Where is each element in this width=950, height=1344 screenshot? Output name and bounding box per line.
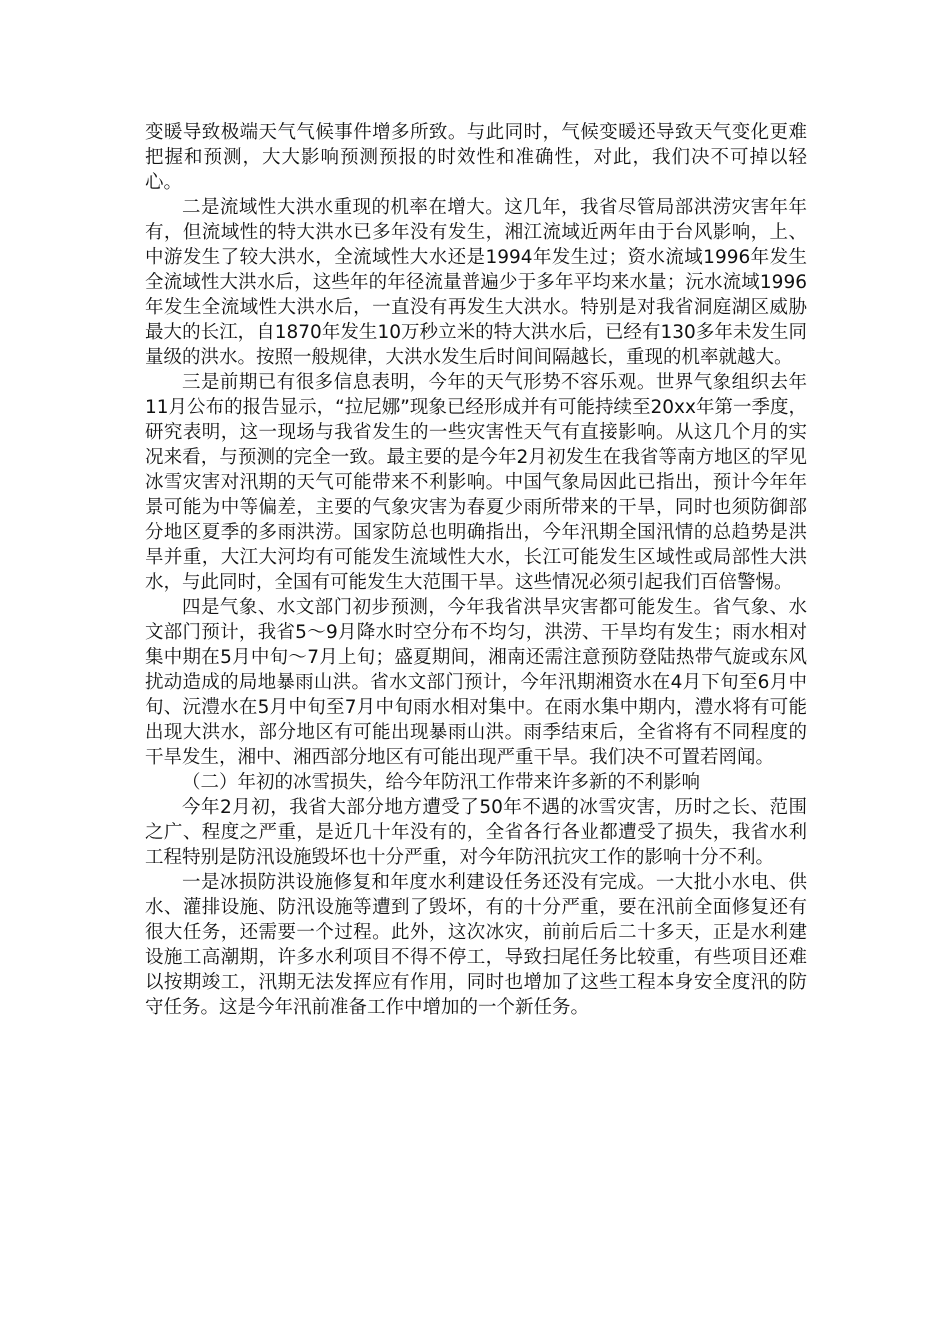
paragraph-2: 二是流域性大洪水重现的机率在增大。这几年，我省尽管局部洪涝灾害年年有，但流域性的特大洪水已多年没有发生，湘江流域近两年由于台风影响，上、中游发生了较大洪水，全流域性大水还是1994年发生过；资水流域1996年发生全流域性大洪水后，这些年的年径流量普遍少于多年平均来水量；沅水流域1996年发生全流域性大洪水后，一直没有再发生大洪水。特别是对我省洞庭湖区威胁最大的长江，自1870年发生10万秒立米的特大洪水后，已经有130多年未发生同量级的洪水。按照一般规律，大洪水发生后时间间隔越长，重现的机率就越大。 <box>145 197 807 368</box>
paragraph-6: 今年2月初，我省大部分地方遭受了50年不遇的冰雪灾害，历时之长、范围之广、程度之严重，是近几十年没有的，全省各行各业都遭受了损失，我省水利工程特别是防汛设施毁坏也十分严重，对今年防汛抗灾工作的影响十分不利。 <box>145 797 807 868</box>
paragraph-3: 三是前期已有很多信息表明，今年的天气形势不容乐观。世界气象组织去年11月公布的报告显示，“拉尼娜”现象已经形成并有可能持续至20xx年第一季度，研究表明，这一现场与我省发生的一些灾害性天气有直接影响。从这几个月的实况来看，与预测的完全一致。最主要的是今年2月初发生在我省等南方地区的罕见冰雪灾害对汛期的天气可能带来不利影响。中国气象局因此已指出，预计今年年景可能为中等偏差，主要的气象灾害为春夏少雨所带来的干旱，同时也须防御部分地区夏季的多雨洪涝。国家防总也明确指出，今年汛期全国汛情的总趋势是洪旱并重，大江大河均有可能发生流域性大水，长江可能发生区域性或局部性大洪水，与此同时，全国有可能发生大范围干旱。这些情况必须引起我们百倍警惕。 <box>145 372 807 593</box>
section-heading: （二）年初的冰雪损失，给今年防汛工作带来许多新的不利影响 <box>182 772 701 793</box>
document-body <box>145 120 807 1020</box>
paragraph-4: 四是气象、水文部门初步预测，今年我省洪旱灾害都可能发生。省气象、水文部门预计，我省5～9月降水时空分布不均匀，洪涝、干旱均有发生；雨水相对集中期在5月中旬～7月上旬；盛夏期间，湘南还需注意预防登陆热带气旋或东风扰动造成的局地暴雨山洪。省水文部门预计，今年汛期湘资水在4月下旬至6月中旬、沅澧水在5月中旬至7月中旬雨水相对集中。在雨水集中期内，澧水将有可能出现大洪水，部分地区有可能出现暴雨山洪。雨季结束后，全省将有不同程度的干旱发生，湘中、湘西部分地区有可能出现严重干旱。我们决不可置若罔闻。 <box>145 597 807 768</box>
paragraph-1: 变暖导致极端天气气候事件增多所致。与此同时，气候变暖还导致天气变化更难把握和预测，大大影响预测预报的时效性和准确性，对此，我们决不可掉以轻心。 <box>145 122 807 193</box>
paragraph-7: 一是冰损防洪设施修复和年度水利建设任务还没有完成。一大批小水电、供水、灌排设施、防汛设施等遭到了毁坏，有的十分严重，要在汛前全面修复还有很大任务，还需要一个过程。此外，这次冰灾，前前后后二十多天，正是水利建设施工高潮期，许多水利项目不得不停工，导致扫尾任务比较重，有些项目还难以按期竣工，汛期无法发挥应有作用，同时也增加了这些工程本身安全度汛的防守任务。这是今年汛前准备工作中增加的一个新任务。 <box>145 872 807 1018</box>
